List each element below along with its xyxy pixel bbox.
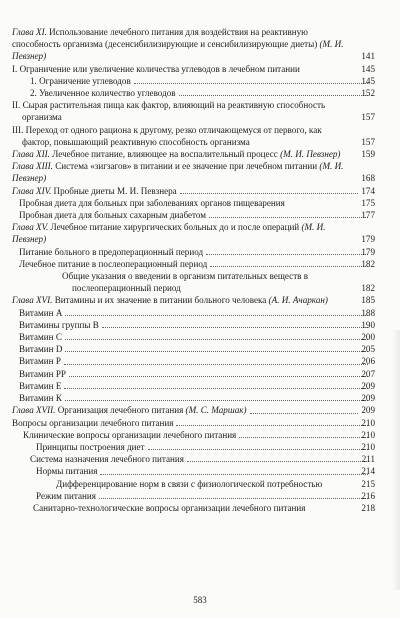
dot-leader [179,95,369,96]
toc-entry [12,319,375,331]
toc-entry-page: 174 [361,185,375,196]
toc-entry-page: 207 [361,368,375,379]
toc-entry-page: 179 [361,234,375,245]
dot-leader [64,364,368,365]
toc-entry [12,429,375,441]
toc-entry-text: I. Ограничение или увеличение количества углеводов в лечебном питании [12,63,300,74]
toc-entry [12,343,375,355]
toc-entry [12,392,375,404]
dot-leader [180,193,359,194]
toc-entry [12,197,375,209]
toc-entry [12,209,375,221]
toc-entry [12,417,375,429]
toc-entry [12,258,375,270]
toc-entry-text: Витамин С [19,332,62,343]
page-edge-shadow [392,330,400,590]
dot-leader [206,254,368,255]
toc-entry-text: Глава XVII. Организация лечебного питания (М. С. Маршак) [12,405,247,416]
toc-entry-page: 157 [361,136,375,147]
toc-entry-chapter-11 [12,26,375,63]
toc-entry-text: Витамин А [19,307,63,318]
toc-entry-chapter-15 [12,221,375,245]
toc-entry-page: 152 [361,88,375,99]
dot-leader [65,315,368,316]
toc-entry [12,307,375,319]
toc-entry-page: 159 [361,149,375,160]
toc-entry-page: 209 [361,405,375,416]
toc-entry [12,246,375,258]
dot-leader [210,266,368,267]
toc-entry-page: 190 [361,319,375,330]
toc-entry-text: II. Сырая растительная пища как фактор, влияющий на реактивную способность организма [12,100,326,123]
toc-entry-text: Глава XII. Лечебное питание, влияющее на воспалительный процесс (М. И. Певзнер) [12,149,341,160]
toc-entry-text: Витамин РР [19,368,66,379]
dot-leader [134,83,369,84]
toc-entry [12,331,375,343]
toc-entry [12,355,375,367]
toc-entry-page: 200 [361,332,375,343]
dot-leader [64,388,368,389]
toc-entry-text: Общие указания о введении в организм питательных веществ в послеоперационный период [62,271,309,294]
toc-entry-page: 216 [361,490,375,501]
toc-entry-text: Глава XI. Использование лечебного питания для воздействия на реактивную способность организма (десенсибилизирующие и сенсибилизирующие диеты) (М. И. Певзнер) [12,27,344,62]
toc-entry-text: Лечебное питание в послеоперационный период [19,258,208,269]
toc-entry-text: Глава XIII. Система «зигзагов» в питании и ее значение при лечебном питании (М. И. Певзнер) [12,161,344,184]
toc-entry-chapter-13 [12,160,375,184]
toc-entry [12,63,375,75]
toc-entry-text: Дифференцирование норм в связи с физиологической потребностью [56,478,323,489]
toc-entry-page: 182 [361,283,375,294]
dot-leader [187,461,369,462]
toc-entry-page: 206 [361,356,375,367]
toc-entry-text: Витамин D [19,344,63,355]
toc-entry-page: 145 [361,75,375,86]
toc-entry-chapter-17 [12,404,375,416]
toc-entry-text: Глава XIV. Пробные диеты М. И. Певзнера [12,185,177,196]
toc-entry-page: 179 [361,246,375,257]
toc-entry-chapter-14 [12,185,375,197]
page-number: 583 [193,595,207,605]
toc-entry [12,441,375,453]
dot-leader [99,498,368,499]
toc-entry-text: Система назначения лечебного питания [30,454,184,465]
toc-entry-text: Витамин К [19,393,62,404]
toc-entry [12,478,375,490]
toc-entry [12,87,375,99]
toc-entry [12,368,375,380]
dot-leader [69,376,368,377]
toc-entry [12,502,375,514]
toc-entry-text: Санитарно-технологические вопросы организации лечебного питания [33,502,306,513]
toc-entry [12,75,375,87]
dot-leader [176,425,368,426]
toc-entry-page: 175 [361,197,375,208]
toc-entry-page: 209 [361,380,375,391]
toc-entry-page: 215 [361,478,375,489]
toc-entry-text: Нормы питания [36,466,98,477]
toc-entry [12,99,375,123]
toc-entry-page: 218 [361,502,375,513]
toc-entry [12,490,375,502]
toc-entry-text: Питание больного в предоперационный период [19,246,204,257]
toc-entry-text: Режим питания [36,490,96,501]
toc-entry-chapter-12 [12,148,375,160]
toc-entry-text: Вопросы организации лечебного питания [12,417,174,428]
toc-entry-text: Пробная диета для больных сахарным диабетом [19,210,206,221]
toc-entry [12,380,375,392]
dot-leader [239,437,368,438]
toc-entry-text: Витамины группы В [19,319,99,330]
toc-entry-page: 141 [361,51,375,62]
toc-entry [12,453,375,465]
dot-leader [102,327,369,328]
toc-entry-page: 211 [361,454,375,465]
dot-leader [65,339,368,340]
dot-leader [209,217,368,218]
toc-entry-page: 145 [361,63,375,74]
toc-entry-text: III. Переход от одного рациона к другому, резко отличающемуся от первого, как фактор, повышающий реактивную способность организма [12,124,322,147]
toc-entry-page: 188 [361,307,375,318]
toc-entry-text: 1. Ограничение углеводов [30,75,131,86]
toc-entry-chapter-16 [12,294,375,306]
toc-entry-text: Клинические вопросы организации лечебного питания [23,429,237,440]
table-of-contents [12,26,375,514]
toc-entry-text: Глава XV. Лечебное питание хирургических больных до и после операций (М. И. Певзнер) [12,222,326,245]
toc-entry-page: 210 [361,417,375,428]
toc-entry-text: Витамин Р [19,356,61,367]
toc-entry-text: Принципы построения диет [36,441,145,452]
dot-leader [65,400,368,401]
toc-entry-page: 210 [361,429,375,440]
toc-entry-page: 157 [361,112,375,123]
toc-entry-page: 209 [361,393,375,404]
toc-entry-text: Витамин Е [19,380,62,391]
toc-entry [12,465,375,477]
toc-entry-page: 205 [361,344,375,355]
toc-entry-page: 182 [361,258,375,269]
toc-entry-text: Глава XVI. Витамины и их значение в питании больного человека (А. И. Ачаркан) [12,295,328,306]
dot-leader [250,413,359,414]
toc-entry [12,270,375,294]
dot-leader [65,351,368,352]
toc-entry-page: 210 [361,441,375,452]
toc-entry-page: 185 [361,295,375,306]
toc-entry-page: 168 [361,173,375,184]
toc-entry-text: Пробная диета для больных при заболеваниях органов пищеварения [19,197,285,208]
toc-entry [12,124,375,148]
toc-entry-text: 2. Увеличенное количество углеводов [30,88,176,99]
dot-leader [100,474,368,475]
dot-leader [148,449,369,450]
toc-entry-page: 214 [361,466,375,477]
toc-entry-page: 177 [361,210,375,221]
